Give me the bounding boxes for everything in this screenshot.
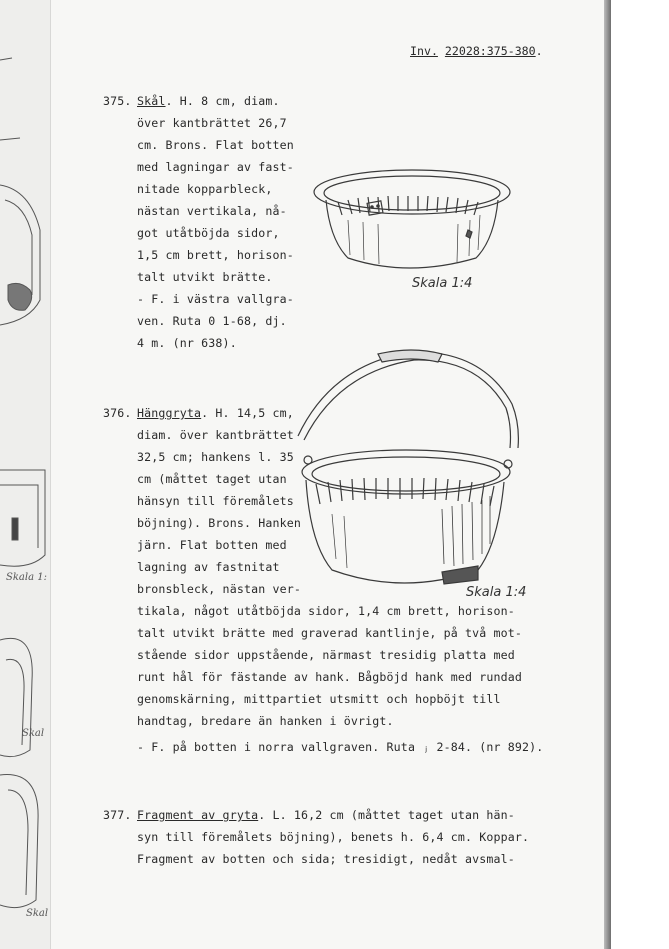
adjacent-scale-label-1: Skala 1: bbox=[6, 572, 47, 583]
entry-376-line-7: lagning av fastnitat bbox=[137, 560, 280, 574]
page-margin bbox=[611, 0, 669, 949]
entry-376-line-3: cm (måttet taget utan bbox=[137, 472, 287, 486]
entry-375-line-9: - F. i västra vallgra- bbox=[137, 292, 294, 306]
entry-376-line-1: diam. över kantbrättet bbox=[137, 428, 294, 442]
adjacent-scale-label-2: Skal bbox=[22, 728, 45, 739]
entry-375-line-0 bbox=[137, 90, 280, 112]
entry-375-number: 375. bbox=[103, 94, 132, 108]
entry-376-line-8: bronsbleck, nästan ver- bbox=[137, 582, 301, 596]
entry-377-title: Fragment av gryta bbox=[137, 808, 259, 822]
entry-376-scale: Skala 1:4 bbox=[466, 585, 527, 600]
adjacent-scale-label-3: Skal bbox=[26, 908, 49, 919]
entry-376-line-4: hänsyn till föremålets bbox=[137, 494, 294, 508]
entry-376-line-12: runt hål för fästande av hank. Bågböjd hank med rundad bbox=[137, 670, 523, 684]
entry-377-line-2: Fragment av botten och sida; tresidigt, nedåt avsmal- bbox=[137, 852, 515, 866]
entry-377-number: 377. bbox=[103, 808, 132, 822]
adjacent-page-sketches bbox=[0, 0, 50, 949]
entry-377-line-0-text: . L. 16,2 cm (måttet taget utan hän- bbox=[258, 808, 515, 822]
entry-375-line-1: över kantbrättet 26,7 bbox=[137, 116, 287, 130]
entry-375-scale: Skala 1:4 bbox=[412, 276, 473, 291]
entry-375-title: Skål bbox=[137, 94, 166, 108]
entry-376-line-11: stående sidor uppstående, närmast tresidig platta med bbox=[137, 648, 515, 662]
entry-375-line-10: ven. Ruta 0 1-68, dj. bbox=[137, 314, 287, 328]
inventory-number bbox=[410, 44, 543, 58]
entry-375-line-2: cm. Brons. Flat botten bbox=[137, 138, 294, 152]
entry-375-line-8: talt utvikt brätte. bbox=[137, 270, 273, 284]
entry-375-line-5: nästan vertikala, nå- bbox=[137, 204, 287, 218]
entry-376-line-0 bbox=[137, 402, 294, 424]
entry-375-line-4: nitade kopparbleck, bbox=[137, 182, 273, 196]
bowl-drawing bbox=[308, 160, 518, 280]
adjacent-page-strip bbox=[0, 0, 50, 949]
entry-377-line-0 bbox=[137, 804, 515, 826]
entry-376-number: 376. bbox=[103, 406, 132, 420]
entry-375-line-7: 1,5 cm brett, horison- bbox=[137, 248, 294, 262]
entry-376-line-9: tikala, något utåtböjda sidor, 1,4 cm brett, horison- bbox=[137, 604, 515, 618]
inventory-suffix: . bbox=[535, 44, 543, 58]
entry-376-line-13: genomskärning, mittpartiet utsmitt och hopböjt till bbox=[137, 692, 501, 706]
entry-376-line-10: talt utvikt brätte med graverad kantlinje, på två mot- bbox=[137, 626, 523, 640]
entry-376-line-6: järn. Flat botten med bbox=[137, 538, 287, 552]
page-edge bbox=[604, 0, 611, 949]
entry-376-line-14: handtag, bredare än hanken i övrigt. bbox=[137, 714, 394, 728]
entry-375-line-6: got utåtböjda sidor, bbox=[137, 226, 280, 240]
inventory-label: Inv. bbox=[410, 44, 438, 58]
entry-377-line-1: syn till föremålets böjning), benets h. 6,4 cm. Koppar. bbox=[137, 830, 530, 844]
entry-376-line-2: 32,5 cm; hankens l. 35 bbox=[137, 450, 294, 464]
entry-376-line-0-text: . H. 14,5 cm, bbox=[201, 406, 294, 420]
cauldron-drawing bbox=[292, 344, 532, 604]
entry-375-line-11: 4 m. (nr 638). bbox=[137, 336, 237, 350]
inventory-range: 22028:375-380 bbox=[444, 44, 536, 58]
entry-376-line-15: - F. på botten i norra vallgraven. Ruta ⱼ 2-84. (nr 892). bbox=[137, 740, 544, 754]
entry-376-title: Hänggryta bbox=[137, 406, 202, 420]
entry-375-line-0-text: . H. 8 cm, diam. bbox=[165, 94, 280, 108]
entry-375-line-3: med lagningar av fast- bbox=[137, 160, 294, 174]
entry-376-line-5: böjning). Brons. Hanken bbox=[137, 516, 301, 530]
